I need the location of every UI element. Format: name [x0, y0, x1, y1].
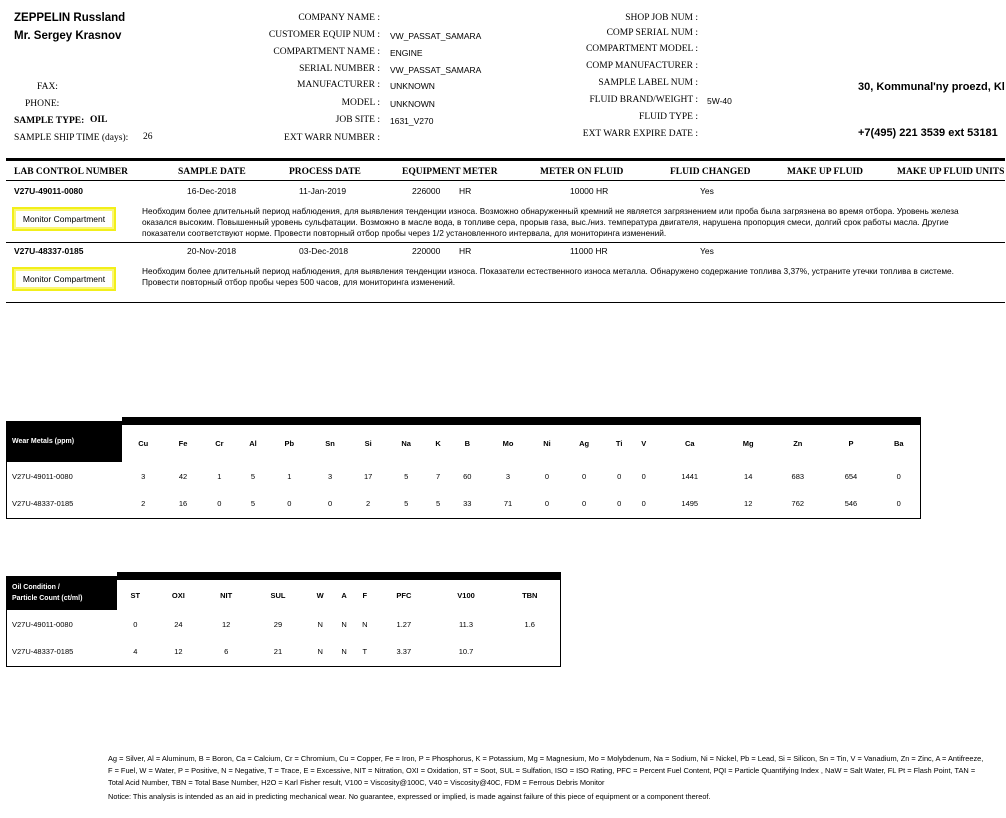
- fax-label: FAX:: [37, 82, 58, 92]
- column-header: Ag: [563, 421, 605, 462]
- cell-value: 654: [844, 471, 858, 481]
- fluid-changed: Yes: [700, 246, 714, 256]
- column-header: Cu: [122, 421, 164, 462]
- column-header: MAKE UP FLUID: [787, 167, 863, 177]
- field-value: UNKNOWN: [390, 99, 435, 109]
- column-header: Ti: [605, 421, 633, 462]
- meter-on-fluid: 10000 HR: [570, 186, 609, 196]
- cell-value: N: [341, 647, 347, 657]
- cell-value: [500, 638, 561, 666]
- column-header: Al: [237, 421, 269, 462]
- cell-value: N: [317, 619, 323, 629]
- column-header: METER ON FLUID: [540, 167, 624, 177]
- cell-value: 0: [544, 471, 550, 481]
- field-value: 5W-40: [707, 96, 732, 106]
- column-header: B: [450, 421, 485, 462]
- cell-value: 1.6: [524, 619, 535, 629]
- column-header: Zn: [771, 421, 824, 462]
- field-label: CUSTOMER EQUIP NUM :: [268, 30, 380, 40]
- cell-value: 5: [250, 471, 256, 481]
- field-value: VW_PASSAT_SAMARA: [390, 65, 482, 75]
- monitor-compartment-badge: Monitor Compartment: [12, 267, 116, 291]
- sample-date: 16-Dec-2018: [187, 186, 237, 196]
- column-header: K: [427, 421, 450, 462]
- field-label: COMPARTMENT MODEL :: [585, 44, 698, 54]
- column-header: Ni: [531, 421, 563, 462]
- company-phone: +7(495) 221 3539 ext 53181: [858, 127, 998, 139]
- field-value: 1631_V270: [390, 116, 434, 126]
- column-header: ST: [117, 576, 154, 610]
- cell-value: 5: [404, 499, 409, 509]
- process-date: 03-Dec-2018: [299, 246, 349, 256]
- cell-value: 0: [641, 499, 646, 509]
- cell-value: 60: [463, 471, 472, 481]
- cell-value: 17: [363, 471, 373, 481]
- cell-value: 5: [435, 499, 441, 509]
- table-title-line: Particle Count (ct/ml): [12, 595, 83, 603]
- cell-value: 6: [224, 647, 229, 657]
- column-header: Mg: [725, 421, 771, 462]
- lab-number: V27U-49011-0080: [14, 186, 84, 196]
- process-date: 11-Jan-2019: [299, 186, 347, 196]
- cell-value: N: [317, 647, 323, 657]
- cell-value: 5: [250, 499, 256, 509]
- field-label: COMPARTMENT NAME :: [273, 47, 380, 57]
- sample-comment: Необходим более длительный период наблюдения, для выявления тенденции износа. Возможно обнаруженный кремний не является загрязнением или проба была загрязнена во время отбора. Уровень железа оказался высоким. Повышенный уровень сульфатации. Возможно в масле вода, в топливе сера, прорыв газа, выс./низ. температура двигателя, нарушена пропорция смеси, долгий срок работы масла. Другие показатели соответствуют норме. Провести повторный отбор пробы через 1/2 установленного интервала, для мониторинга изменений.: [142, 206, 959, 238]
- column-header: A: [334, 576, 355, 610]
- column-header: Na: [386, 421, 427, 462]
- cell-value: 3: [505, 471, 511, 481]
- cell-value: N: [341, 619, 347, 629]
- cell-value: 0: [133, 619, 138, 629]
- cell-value: 3: [141, 471, 146, 481]
- column-header: Sn: [310, 421, 351, 462]
- column-header: SUL: [249, 576, 306, 610]
- column-header: P: [824, 421, 877, 462]
- field-label: EXT WARR EXPIRE DATE :: [582, 129, 698, 139]
- cell-value: 2: [141, 499, 146, 509]
- cell-value: 21: [273, 647, 283, 657]
- cell-value: 4: [133, 647, 138, 657]
- table-row: [7, 610, 561, 638]
- row-id: V27U-48337-0185: [12, 499, 74, 509]
- column-header: SAMPLE DATE: [178, 167, 246, 177]
- cell-value: 2: [366, 499, 371, 509]
- field-label: MANUFACTURER :: [297, 80, 380, 90]
- cell-value: 1: [287, 471, 292, 481]
- cell-value: 0: [544, 499, 550, 509]
- company-name: ZEPPELIN Russland: [14, 12, 126, 24]
- cell-value: 1441: [681, 471, 699, 481]
- field-value: VW_PASSAT_SAMARA: [390, 31, 482, 41]
- table-row: [7, 490, 921, 518]
- equipment-meter: 220000: [412, 246, 441, 256]
- sample-type-label: SAMPLE TYPE:: [14, 116, 85, 126]
- meter-unit: HR: [459, 246, 472, 256]
- table-row: [7, 462, 921, 490]
- table-row: [7, 638, 561, 666]
- cell-value: 0: [896, 499, 901, 509]
- cell-value: 0: [896, 471, 901, 481]
- column-header: Pb: [269, 421, 310, 462]
- cell-value: 762: [791, 499, 805, 509]
- cell-value: 11.3: [459, 619, 474, 629]
- row-id: V27U-49011-0080: [12, 619, 73, 629]
- column-header: Si: [350, 421, 385, 462]
- cell-value: N: [362, 619, 368, 629]
- column-header: PFC: [375, 576, 432, 610]
- cell-value: 5: [404, 471, 409, 481]
- column-header: Ba: [878, 421, 921, 462]
- cell-value: 0: [327, 499, 333, 509]
- column-header: Mo: [485, 421, 531, 462]
- column-header: LAB CONTROL NUMBER: [14, 167, 129, 177]
- cell-value: 0: [217, 499, 222, 509]
- cell-value: 0: [617, 471, 622, 481]
- row-divider: [6, 242, 1005, 243]
- field-label: JOB SITE :: [335, 115, 380, 125]
- sample-comment: Необходим более длительный период наблюдения, для выявления тенденции износа. Показатели естественного износа металла. Обнаружено содержание топлива 3,37%, устраните утечки топлива в системе. Провести повторный отбор пробы через 500 часов, для мониторинга изменений.: [142, 266, 954, 287]
- cell-value: 3.37: [396, 647, 412, 657]
- row-id: V27U-49011-0080: [12, 471, 73, 481]
- column-header: V: [633, 421, 654, 462]
- phone-label: PHONE:: [25, 99, 60, 109]
- column-header: EQUIPMENT METER: [402, 167, 498, 177]
- cell-value: 29: [273, 619, 283, 629]
- cell-value: 1.27: [396, 619, 412, 629]
- field-label: EXT WARR NUMBER :: [284, 133, 380, 143]
- sample-date: 20-Nov-2018: [187, 246, 237, 256]
- monitor-compartment-badge: Monitor Compartment: [12, 207, 116, 231]
- contact-name: Mr. Sergey Krasnov: [14, 30, 122, 42]
- cell-value: 12: [222, 619, 231, 629]
- oil-condition-table: [6, 572, 561, 667]
- column-header: TBN: [500, 576, 561, 610]
- ship-time-value: 26: [143, 132, 153, 142]
- table-title-line: Oil Condition /: [12, 584, 60, 592]
- company-address: 30, Kommunal'ny proezd, Kl: [858, 81, 1005, 93]
- meter-on-fluid: 11000 HR: [570, 246, 608, 256]
- meter-unit: HR: [459, 186, 472, 196]
- table-title: [7, 576, 118, 610]
- column-header: FLUID CHANGED: [670, 167, 751, 177]
- cell-value: 0: [617, 499, 622, 509]
- cell-value: 3: [327, 471, 333, 481]
- field-label: SAMPLE LABEL NUM :: [598, 78, 698, 88]
- cell-value: 1: [217, 471, 222, 481]
- column-header: Cr: [202, 421, 237, 462]
- cell-value: 12: [744, 499, 753, 509]
- notice-text: Notice: This analysis is intended as an aid in predicting mechanical wear. No guarantee, expressed or implied, is made against failure of this piece of equipment or a component thereof.: [108, 792, 711, 801]
- column-header: W: [307, 576, 334, 610]
- field-label: MODEL :: [341, 98, 380, 108]
- table-title: Wear Metals (ppm): [7, 421, 123, 462]
- fluid-changed: Yes: [700, 186, 714, 196]
- field-label: SHOP JOB NUM :: [625, 13, 698, 23]
- cell-value: 14: [744, 471, 753, 481]
- samples-bottom-line: [6, 302, 1005, 303]
- sample-type-value: OIL: [90, 115, 108, 125]
- cell-value: 7: [435, 471, 441, 481]
- field-label: COMPANY NAME :: [298, 13, 380, 23]
- cell-value: 0: [287, 499, 292, 509]
- cell-value: 1495: [681, 499, 699, 509]
- field-value: ENGINE: [390, 48, 423, 58]
- cell-value: 546: [844, 499, 858, 509]
- cell-value: 24: [174, 619, 183, 629]
- column-header: V100: [433, 576, 500, 610]
- column-header: OXI: [154, 576, 203, 610]
- field-value: UNKNOWN: [390, 81, 435, 91]
- cell-value: 0: [641, 471, 646, 481]
- column-header: Ca: [654, 421, 725, 462]
- field-label: COMP SERIAL NUM :: [606, 28, 698, 38]
- cell-value: 0: [582, 499, 587, 509]
- lab-number: V27U-48337-0185: [14, 246, 84, 256]
- abbreviation-legend: Ag = Silver, Al = Aluminum, B = Boron, Ca = Calcium, Cr = Chromium, Cu = Copper, Fe = Iron, P = Phosphorus, K = Potassium, Mg = Magnesium, Mo = Molybdenum, Na = Sodium, Ni = Nickel, Pb = Lead, Si = Silicon, Sn = Tin, V = Vanadium, Zn = Zinc, A = Antifreeze, F = Fuel, W = Water, P = Positive, N = Negative, T = Trace, E = Excessive, NIT = Nitration, OXI = Oxidation, ST = Soot, SUL = Sulfation, ISO = ISO Rating, PFC = Percent Fuel Content, PQI = Particle Quantifying Index , NaW = Salt Water, FL Pt = Flash Point, TAN = Total Acid Number, TBN = Total Base Number, H2O = Karl Fisher result, V100 = Viscosity@100C, V40 = Viscosity@40C, FDM = Ferrous Debris Monitor: [108, 754, 984, 787]
- section-divider: [6, 158, 1005, 161]
- cell-value: 10.7: [458, 647, 474, 657]
- field-label: COMP MANUFACTURER :: [586, 61, 698, 71]
- row-id: V27U-48337-0185: [12, 647, 74, 657]
- cell-value: T: [362, 647, 368, 657]
- column-header: NIT: [203, 576, 249, 610]
- cell-value: 33: [463, 499, 472, 509]
- cell-value: 683: [791, 471, 805, 481]
- cell-value: 12: [174, 647, 183, 657]
- cell-value: 42: [178, 471, 188, 481]
- header-underline: [6, 180, 1005, 181]
- cell-value: 0: [582, 471, 587, 481]
- column-header: Fe: [164, 421, 201, 462]
- equipment-meter: 226000: [412, 186, 441, 196]
- field-label: SERIAL NUMBER :: [299, 64, 380, 74]
- cell-value: 16: [178, 499, 188, 509]
- field-label: FLUID TYPE :: [639, 112, 698, 122]
- field-label: FLUID BRAND/WEIGHT :: [589, 95, 698, 105]
- column-header: F: [354, 576, 375, 610]
- cell-value: 71: [503, 499, 513, 509]
- ship-time-label: SAMPLE SHIP TIME (days):: [14, 133, 129, 143]
- column-header: MAKE UP FLUID UNITS: [897, 167, 1005, 177]
- wear-metals-table: [6, 417, 921, 519]
- column-header: PROCESS DATE: [289, 167, 361, 177]
